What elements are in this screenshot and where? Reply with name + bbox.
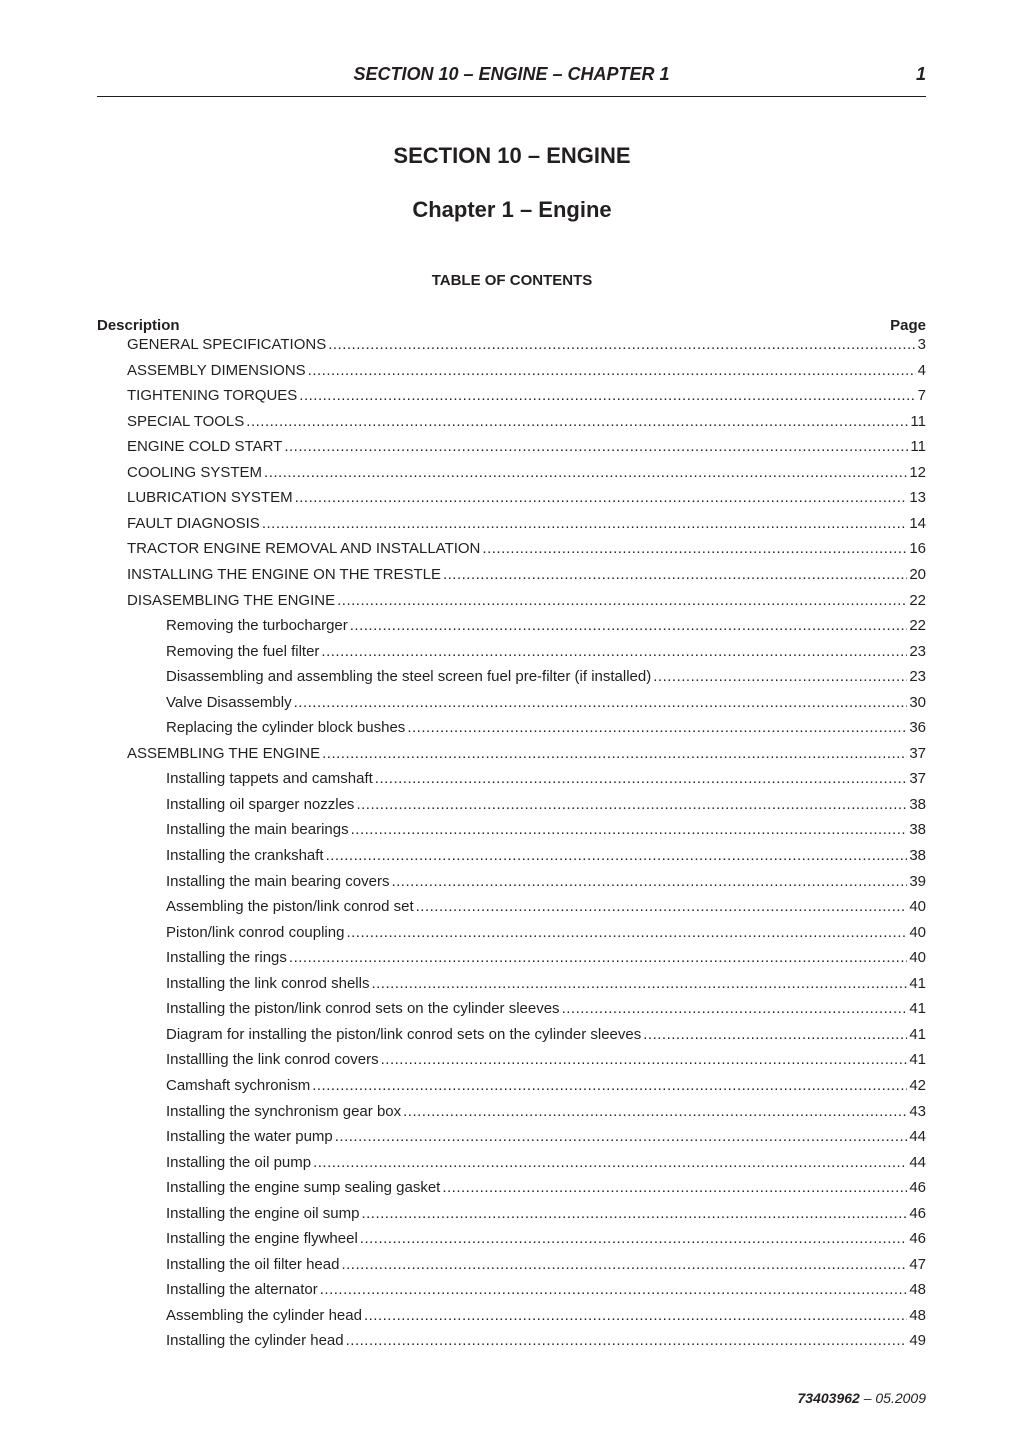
toc-dot-leader: [381, 1049, 908, 1071]
toc-entry-page: 46: [909, 1179, 926, 1196]
toc-dot-leader: [337, 590, 907, 612]
toc-entry-page: 20: [909, 566, 926, 583]
chapter-title: Chapter 1 – Engine: [412, 197, 612, 222]
toc-dot-leader: [262, 513, 908, 535]
toc-entry-page: 22: [909, 617, 926, 634]
toc-entry-page: 38: [909, 796, 926, 813]
toc-entry-title: Disassembling and assembling the steel screen fuel pre-filter (if installed): [166, 668, 652, 685]
toc-entry-title: Removing the fuel filter: [166, 643, 320, 660]
toc-entry[interactable]: [166, 1330, 926, 1352]
toc-dot-leader: [562, 998, 908, 1020]
toc-entry-page: 37: [909, 745, 926, 762]
toc-entry[interactable]: [166, 1228, 926, 1250]
toc-entry-title: Installing tappets and camshaft: [166, 770, 373, 787]
toc-entry-title: Installing the rings: [166, 949, 287, 966]
toc-entry-page: 47: [909, 1256, 926, 1273]
toc-dot-leader: [375, 768, 908, 790]
toc-entry[interactable]: [166, 1254, 926, 1276]
toc-dot-leader: [326, 845, 908, 867]
toc-entry-page: 41: [909, 1051, 926, 1068]
toc-entry-title: ASSEMBLY DIMENSIONS: [127, 362, 306, 379]
toc-entry[interactable]: [127, 411, 926, 433]
toc-dot-leader: [322, 743, 907, 765]
toc-entry[interactable]: [166, 1305, 926, 1327]
toc-entry-page: 38: [909, 847, 926, 864]
toc-entry-title: TIGHTENING TORQUES: [127, 387, 298, 404]
toc-entry-page: 13: [909, 489, 926, 506]
toc-entry-page: 43: [909, 1103, 926, 1120]
toc-entry-title: Installing the piston/link conrod sets on the cylinder sleeves: [166, 1000, 560, 1017]
toc-dot-leader: [364, 1305, 907, 1327]
toc-dot-leader: [361, 1203, 907, 1225]
toc-dot-leader: [313, 1152, 907, 1174]
footer-date: 05.2009: [875, 1390, 926, 1406]
toc-entry-page: 4: [917, 362, 926, 379]
toc-heading: TABLE OF CONTENTS: [431, 272, 593, 289]
toc-entry-title: COOLING SYSTEM: [127, 464, 263, 481]
header-title: SECTION 10 – ENGINE – CHAPTER 1: [353, 64, 670, 84]
toc-entry[interactable]: [166, 768, 926, 790]
toc-entry-title: Installing the engine flywheel: [166, 1230, 358, 1247]
header-page-number: 1: [915, 64, 926, 84]
toc-entry[interactable]: [166, 1126, 926, 1148]
toc-entry[interactable]: [166, 1177, 926, 1199]
toc-entry-page: 30: [909, 694, 926, 711]
toc-entry-page: 46: [909, 1230, 926, 1247]
toc-entry-page: 23: [909, 668, 926, 685]
toc-entry[interactable]: [166, 896, 926, 918]
toc-entry[interactable]: [166, 1049, 926, 1071]
toc-entry[interactable]: [127, 462, 926, 484]
toc-dot-leader: [391, 871, 907, 893]
toc-dot-leader: [328, 334, 915, 356]
toc-dot-leader: [371, 973, 907, 995]
toc-entry[interactable]: [166, 717, 926, 739]
toc-entry[interactable]: [127, 513, 926, 535]
page-header: [97, 62, 926, 97]
toc-entry-page: 48: [909, 1281, 926, 1298]
toc-entry-title: FAULT DIAGNOSIS: [127, 515, 260, 532]
toc-entry[interactable]: [166, 641, 926, 663]
toc-entry-page: 42: [909, 1077, 926, 1094]
toc-dot-leader: [356, 794, 907, 816]
toc-entry-page: 37: [909, 770, 926, 787]
toc-entry[interactable]: [166, 1075, 926, 1097]
toc-entry-page: 49: [909, 1332, 926, 1349]
toc-entry-page: 36: [909, 719, 926, 736]
toc-dot-leader: [284, 436, 908, 458]
toc-entry[interactable]: [166, 819, 926, 841]
toc-entry[interactable]: [166, 692, 926, 714]
toc-entry-title: Installing the link conrod shells: [166, 975, 370, 992]
toc-entry[interactable]: [166, 922, 926, 944]
toc-dot-leader: [403, 1101, 907, 1123]
toc-entry-title: TRACTOR ENGINE REMOVAL AND INSTALLATION: [127, 540, 481, 557]
toc-entry-page: 44: [909, 1128, 926, 1145]
toc-entry[interactable]: [166, 1152, 926, 1174]
toc-entry-title: Installing the crankshaft: [166, 847, 324, 864]
toc-dot-leader: [416, 896, 908, 918]
section-title: SECTION 10 – ENGINE: [393, 143, 631, 168]
toc-dot-leader: [312, 1075, 907, 1097]
toc-entry[interactable]: [166, 615, 926, 637]
toc-dot-leader: [653, 666, 907, 688]
toc-dot-leader: [320, 1279, 908, 1301]
document-code: 73403962: [797, 1390, 860, 1406]
toc-entry-page: 12: [909, 464, 926, 481]
page-footer: [798, 1390, 926, 1406]
toc-entry[interactable]: [127, 743, 926, 765]
toc-entry-title: Piston/link conrod coupling: [166, 924, 345, 941]
toc-entry-page: 38: [909, 821, 926, 838]
toc-dot-leader: [295, 487, 908, 509]
toc-entry-title: LUBRICATION SYSTEM: [127, 489, 293, 506]
toc-entry-page: 11: [910, 438, 926, 455]
toc-entry-page: 46: [909, 1205, 926, 1222]
toc-dot-leader: [346, 922, 907, 944]
toc-entry-page: 40: [909, 949, 926, 966]
toc-entry[interactable]: [127, 385, 926, 407]
toc-dot-leader: [443, 564, 907, 586]
toc-entry[interactable]: [166, 871, 926, 893]
toc-entry-title: Installing the engine sump sealing gasket: [166, 1179, 441, 1196]
toc-dot-leader: [350, 615, 908, 637]
toc-entry-title: Installing the alternator: [166, 1281, 318, 1298]
toc-dot-leader: [643, 1024, 907, 1046]
toc-dot-leader: [264, 462, 907, 484]
toc-entry-title: Valve Disassembly: [166, 694, 292, 711]
toc-dot-leader: [351, 819, 908, 841]
toc-entry-title: INSTALLING THE ENGINE ON THE TRESTLE: [127, 566, 441, 583]
toc-dot-leader: [294, 692, 908, 714]
toc-dot-leader: [308, 360, 916, 382]
toc-entry-page: 40: [909, 898, 926, 915]
toc-entry-title: Assembling the piston/link conrod set: [166, 898, 414, 915]
toc-entry-title: SPECIAL TOOLS: [127, 413, 245, 430]
toc-entry[interactable]: [127, 360, 926, 382]
toc-entry-title: Installing the water pump: [166, 1128, 333, 1145]
toc-entry-title: Removing the turbocharger: [166, 617, 348, 634]
toc-entry[interactable]: [166, 1279, 926, 1301]
toc-entry[interactable]: [166, 1101, 926, 1123]
toc-dot-leader: [246, 411, 908, 433]
toc-entry-page: 48: [909, 1307, 926, 1324]
toc-dot-leader: [335, 1126, 908, 1148]
toc-entry-title: Installing oil sparger nozzles: [166, 796, 355, 813]
toc-entry-title: Diagram for installing the piston/link conrod sets on the cylinder sleeves: [166, 1026, 642, 1043]
toc-entry-title: GENERAL SPECIFICATIONS: [127, 336, 327, 353]
toc-dot-leader: [482, 538, 907, 560]
toc-entry-page: 39: [909, 873, 926, 890]
toc-entry-page: 41: [909, 1026, 926, 1043]
toc-dot-leader: [360, 1228, 908, 1250]
footer-separator: –: [859, 1390, 876, 1406]
toc-entry[interactable]: [166, 973, 926, 995]
toc-entry[interactable]: [127, 564, 926, 586]
toc-entry-title: Installing the oil pump: [166, 1154, 312, 1171]
toc-entry-page: 3: [917, 336, 926, 353]
toc-dot-leader: [299, 385, 915, 407]
toc-entry-title: Installing the engine oil sump: [166, 1205, 360, 1222]
toc-entry-title: DISASEMBLING THE ENGINE: [127, 592, 336, 609]
toc-entry-page: 16: [909, 540, 926, 557]
toc-entry-title: ENGINE COLD START: [127, 438, 283, 455]
toc-dot-leader: [346, 1330, 908, 1352]
toc-entry-page: 14: [909, 515, 926, 532]
toc-entry[interactable]: [127, 487, 926, 509]
toc-entry-title: ASSEMBLING THE ENGINE: [127, 745, 321, 762]
toc-entry-title: Installing the oil filter head: [166, 1256, 340, 1273]
toc-entry[interactable]: [166, 947, 926, 969]
toc-entry-title: Installing the main bearing covers: [166, 873, 390, 890]
toc-dot-leader: [341, 1254, 907, 1276]
toc-entry[interactable]: [166, 1024, 926, 1046]
column-header-page: Page: [890, 317, 926, 334]
column-header-description: Description: [97, 317, 180, 334]
toc-entry-title: Installing the main bearings: [166, 821, 349, 838]
toc-entry-page: 40: [909, 924, 926, 941]
toc-entry[interactable]: [166, 1203, 926, 1225]
toc-entry[interactable]: [127, 538, 926, 560]
toc-dot-leader: [442, 1177, 907, 1199]
toc-entry[interactable]: [166, 845, 926, 867]
toc-entry-page: 41: [909, 1000, 926, 1017]
toc-entry-title: Assembling the cylinder head: [166, 1307, 362, 1324]
toc-entry-page: 22: [909, 592, 926, 609]
toc-entry-page: 41: [909, 975, 926, 992]
toc-entry-page: 7: [917, 387, 926, 404]
toc-entry-title: Installling the link conrod covers: [166, 1051, 379, 1068]
toc-entry-page: 11: [910, 413, 926, 430]
toc-entry[interactable]: [166, 794, 926, 816]
toc-entry[interactable]: [127, 590, 926, 612]
toc-entry[interactable]: [127, 436, 926, 458]
toc-entry-page: 23: [909, 643, 926, 660]
toc-entry-title: Camshaft sychronism: [166, 1077, 311, 1094]
toc-dot-leader: [407, 717, 907, 739]
toc-dot-leader: [289, 947, 907, 969]
toc-entry-title: Installing the cylinder head: [166, 1332, 344, 1349]
toc-entry[interactable]: [166, 998, 926, 1020]
toc-dot-leader: [321, 641, 907, 663]
toc-entry-title: Replacing the cylinder block bushes: [166, 719, 406, 736]
toc-entry[interactable]: [166, 666, 926, 688]
toc-entry-page: 44: [909, 1154, 926, 1171]
toc-entry[interactable]: [127, 334, 926, 356]
toc-entry-title: Installing the synchronism gear box: [166, 1103, 402, 1120]
